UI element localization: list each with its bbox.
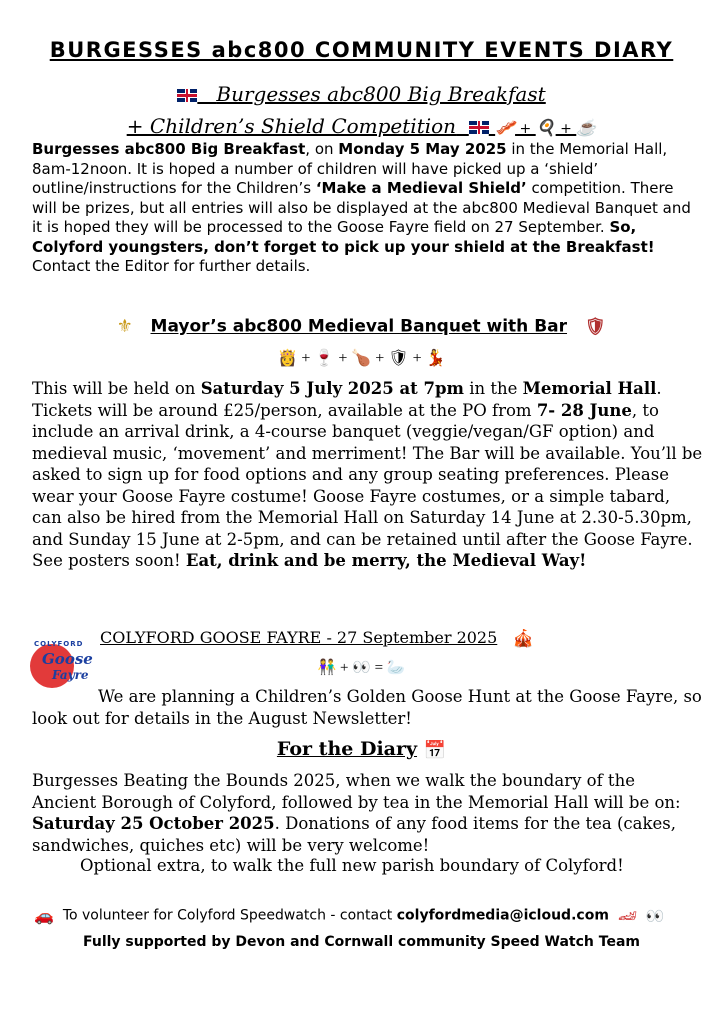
breakfast-paragraph (32, 140, 702, 277)
diary-paragraph (32, 770, 704, 856)
diary-date: Saturday 25 October 2025 (32, 814, 275, 833)
breakfast-heading-line2: + Children’s Shield Competition (126, 114, 457, 138)
text: , to include an arrival drink, a 4-course banquet (veggie/vegan/GF option) and medieval music, ‘movement’ and merriment! The Bar will be available. You’ll be asked to sign up for food options and any group seating preferences. Please wear your Goose Fayre costume! Goose Fayre costumes, or a simple tabard, can also be hired from the Memorial Hall on Saturday 14 June at 2.30-5.30pm, and Sunday 15 June at 2-5pm, and can be retained until after the Goose Fayre. See posters soon! (32, 400, 703, 570)
plus-sign: + (515, 121, 536, 137)
banquet-heading-text: Mayor’s abc800 Medieval Banquet with Bar (150, 316, 568, 337)
calendar-icon: 📅 (423, 739, 447, 761)
goose-icons (0, 658, 723, 677)
car-icon: 🚗 (34, 906, 54, 925)
banquet-icon-row: 👸 + 🍷 + 🍗 + 🛡 + 💃 (277, 350, 446, 367)
bacon-icon: 🥓 (495, 118, 516, 137)
goose-text: We are planning a Children’s Golden Goose Hunt at the Goose Fayre, so look out for details in the August Newsletter! (32, 687, 702, 728)
logo-fayre-text: Fayre (52, 668, 89, 682)
shield-icon: 🛡 (584, 316, 607, 337)
union-flag-icon (177, 89, 197, 102)
breakfast-date: Monday 5 May 2025 (338, 140, 507, 158)
union-flag-icon (469, 121, 489, 134)
contact-email[interactable]: colyfordmedia@icloud.com (396, 907, 609, 924)
page-title-text: BURGESSES abc800 COMMUNITY EVENTS DIARY (49, 38, 674, 62)
text: , on (305, 140, 339, 158)
page-title (0, 38, 723, 62)
diary-heading-text: For the Diary (276, 738, 418, 760)
text: . Tickets will be around £25/person, available at the PO from (32, 379, 662, 420)
breakfast-name: Burgesses abc800 Big Breakfast (32, 140, 306, 158)
eyes-icon: 👀 (645, 906, 665, 925)
text: Burgesses Beating the Bounds 2025, when we walk the boundary of the Ancient Borough of Colyford, followed by tea in the Memorial Hall will be on: (32, 771, 681, 812)
text: in the (464, 379, 523, 398)
diary-extra (80, 856, 624, 875)
banquet-icons (0, 348, 723, 368)
breakfast-heading (0, 82, 723, 106)
text: . Donations of any food items for the tea (cakes, sandwiches, quiches etc) will be very welcome! (32, 814, 676, 855)
speedwatch-text: To volunteer for Colyford Speedwatch - contact (62, 907, 397, 924)
goose-paragraph (32, 686, 704, 729)
diary-extra-text: Optional extra, to walk the full new parish boundary of Colyford! (80, 856, 624, 875)
banquet-date: Saturday 5 July 2025 at 7pm (200, 379, 464, 398)
goose-heading (100, 628, 534, 649)
diary-heading (0, 738, 723, 761)
text: competition. There will be prizes, but all entries will also be displayed at the abc800 Medieval Banquet and it is hoped they will be processed to the Goose Fayre field on 27 September. (32, 179, 691, 236)
logo-top-text: COLYFORD (34, 640, 84, 648)
coffee-icon: ☕ (576, 118, 597, 137)
breakfast-heading-line1: Burgesses abc800 Big Breakfast (216, 82, 546, 106)
goose-heading-text: COLYFORD GOOSE FAYRE - 27 September 2025 (100, 628, 498, 647)
race-car-icon: 🏎 (617, 906, 637, 925)
text: in the Memorial Hall, 8am-12noon. It is hoped a number of children will have picked up a ‘shield’ outline/instructions for the Children’s (32, 140, 668, 197)
ticket-dates: 7- 28 June (536, 400, 632, 420)
competition-name: ‘Make a Medieval Shield’ (315, 179, 527, 197)
speedwatch-support (0, 934, 723, 950)
text: This will be held on (32, 379, 201, 398)
banquet-heading (0, 316, 723, 337)
logo-goose-text: Goose (42, 650, 93, 668)
frying-pan-icon: 🍳 (535, 118, 556, 137)
plus-sign: + (555, 121, 577, 137)
youngsters-reminder: So, Colyford youngsters, don’t forget to pick up your shield at the Breakfast! (32, 218, 655, 256)
text: Contact the Editor for further details. (32, 257, 311, 275)
breakfast-subheading (0, 114, 723, 138)
banquet-paragraph (32, 378, 704, 572)
speedwatch-line (34, 906, 694, 925)
circus-tent-icon: 🎪 (512, 628, 534, 649)
fleur-de-lis-icon: ⚜ (116, 316, 133, 337)
speedwatch-support-text: Fully supported by Devon and Cornwall community Speed Watch Team (83, 934, 640, 950)
banquet-slogan: Eat, drink and be merry, the Medieval Way! (185, 551, 587, 570)
goose-icon-row: 👫 + 👀 = 🦢 (317, 660, 406, 676)
banquet-venue: Memorial Hall (522, 379, 657, 398)
